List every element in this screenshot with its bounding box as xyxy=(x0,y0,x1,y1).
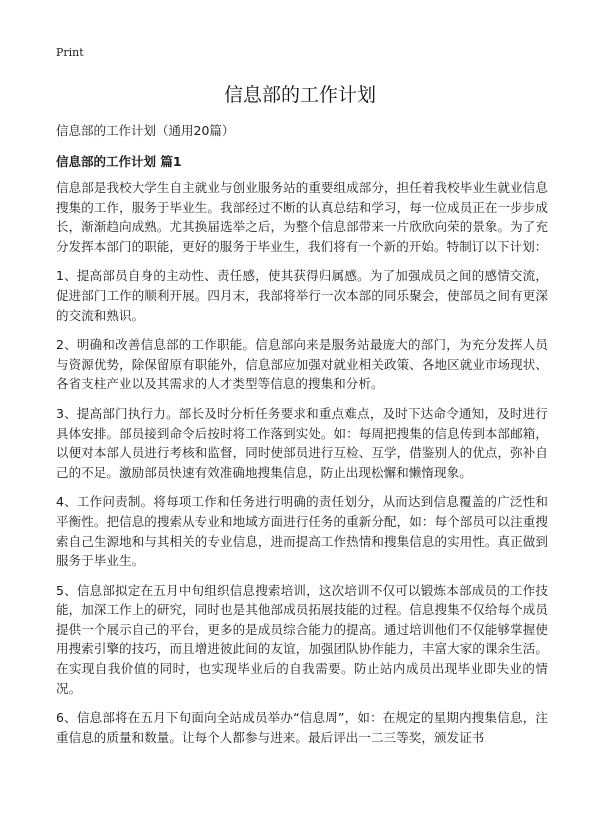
plan-item-6-paragraph: 6、信息部将在五月下旬面向全站成员举办“信息周”，如：在规定的星期内搜集信息，注重信息的质量和数量。让每个人都参与进来。最后评出一二三等奖，颁发证书 xyxy=(56,710,548,745)
print-link[interactable]: Print xyxy=(56,46,84,59)
document-subtitle: 信息部的工作计划（通用20篇） xyxy=(56,123,235,138)
section-heading: 信息部的工作计划 篇1 xyxy=(56,154,182,169)
document-body xyxy=(56,178,548,757)
intro-paragraph: 信息部是我校大学生自主就业与创业服务站的重要组成部分，担任着我校毕业生就业信息搜集的工作，服务于毕业生。我部经过不断的认真总结和学习，每一位成员正在一步步成长，渐渐趋向成熟。尤其换届选举之后，为整个信息部带来一片欣欣向荣的景象。为了充分发挥本部门的职能，更好的服务于毕业生，我们将有一个新的开始。特制订以下计划： xyxy=(56,180,548,254)
plan-item-4-paragraph: 4、工作问责制。将每项工作和任务进行明确的责任划分，从而达到信息覆盖的广泛性和平衡性。把信息的搜索从专业和地域方面进行任务的重新分配，如：每个部员可以注重搜索自己生源地和与其相关的专业信息，进而提高工作热情和搜集信息的实用性。真正做到服务于毕业生。 xyxy=(56,494,548,569)
plan-item-1-paragraph: 1、提高部员自身的主动性、责任感，使其获得归属感。为了加强成员之间的感情交流，促进部门工作的顺利开展。四月末，我部将举行一次本部的同乐聚会，使部员之间有更深的交流和熟识。 xyxy=(56,268,548,323)
plan-item-5-paragraph: 5、信息部拟定在五月中旬组织信息搜索培训，这次培训不仅可以锻炼本部成员的工作技能，加深工作上的研究，同时也是其他部成员拓展技能的过程。信息搜集不仅给每个成员提供一个展示自己的平台，更多的是成员综合能力的提高。通过培训他们不仅能够掌握使用搜索引擎的技巧，而且增进彼此间的友谊，加强团队协作能力，丰富大家的课余生活。在实现自我价值的同时，也实现毕业后的自我需要。防止站内成员出现毕业即失业的情况。 xyxy=(56,582,548,696)
document-title: 信息部的工作计划 xyxy=(223,84,376,106)
plan-item-3-paragraph: 3、提高部门执行力。部长及时分析任务要求和重点难点，及时下达命令通知，及时进行具体安排。部员接到命令后按时将工作落到实处。如：每周把搜集的信息传到本部邮箱，以便对本部人员进行考核和监督，同时使部员进行互检、互学，借鉴别人的优点，弥补自己的不足。激励部员快速有效准确地搜集信息，防止出现松懈和懒惰现象。 xyxy=(56,405,548,480)
plan-item-2-paragraph: 2、明确和改善信息部的工作职能。信息部向来是服务站最庞大的部门，为充分发挥人员与资源优势，除保留原有职能外，信息部应加强对就业相关政策、各地区就业市场现状、各省支柱产业以及其需求的人才类型等信息的搜集和分析。 xyxy=(56,337,548,392)
